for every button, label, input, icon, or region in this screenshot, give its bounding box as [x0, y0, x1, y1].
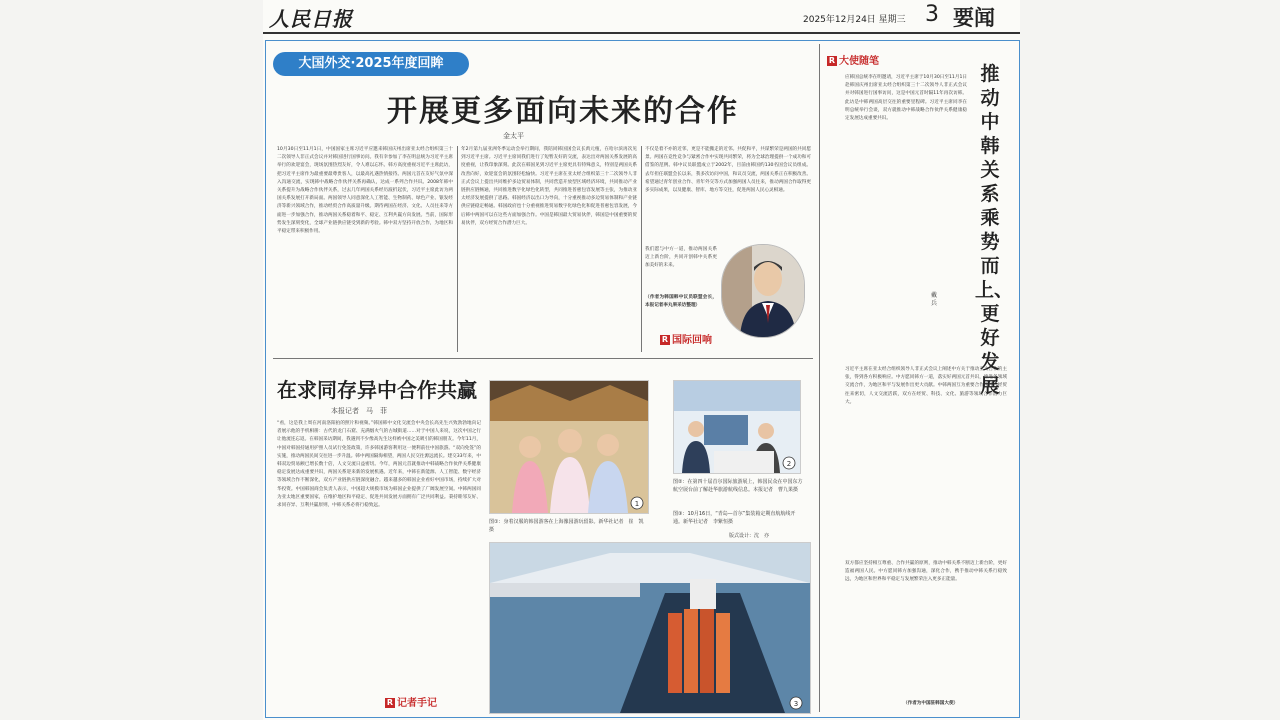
main-byline: 金太平: [503, 132, 524, 140]
issue-date: 2025年12月24日 星期三: [803, 15, 906, 25]
main-headline: 开展更多面向未来的合作: [387, 94, 739, 129]
section-name: 要闻: [953, 6, 995, 30]
main-author-note: （作者为韩国韩中议员联盟会长，本报记者李丸果采访整理）: [645, 295, 717, 309]
main-article-col3b: 我们愿与中方一道，推动两国关系迈上新台阶，共同开创韩中关系更加美好的未来。: [645, 247, 717, 269]
photo-container-ship: [489, 542, 811, 714]
tag-r-icon: R: [661, 335, 669, 344]
caption-fig3: 图③：10月16日，“青岛—首尔”集装箱定期直航航线开通。新华社记者 李紫恒摄: [673, 511, 796, 525]
author-portrait: [721, 244, 805, 338]
section-divider: [273, 358, 813, 359]
main-article-col2: 年2月第九届亚洲冬季运动会举行期间，我陪同韩国国会议长禹元植，在哈尔滨再次见到习近平主席。习近平主席同我们进行了短暂友好的交流，表达出对两国关系发展的高度重视，让我印象深刻。此次在韩国见到习近平主席更具有特殊意义，特别是两国关系改善向好，欢迎宴会的氛围轻松愉快。习近平主席在亚太经合组织第三十二次领导人非正式会议上提出共同维护多边贸易体制，共同营造开放型区域经济环境，共同推动产业链供应链畅通，共同推进数字化绿色化转型，共同推进普惠包容发展等主张，为推动亚太经济发展提供了思路。韩国经济以出口为导向，十分重视推动多边贸易体制和产业链供应链稳定畅通。韩国政府也十分重视推进贸易数字化绿色化和促进普惠包容发展，今后韩中两国可以在这些方面加强合作。中国是韩国最大贸易伙伴，韩国是中国重要的贸易伙伴，双方经贸合作潜力巨大。: [461, 147, 637, 226]
design-credit: 版式设计：沈 亦: [729, 533, 770, 539]
sidebar-body1: 应韩国总统李在明邀请，习近平主席于10月30日至11月1日赴韩国庆州出席亚太经合组织第三十二次领导人非正式会议并对韩国进行国事访问，这是中国元首时隔11年再次访韩。此访是中韩两国高层交往的重要里程碑。习近平主席同李在明总统举行会谈，双方就推动中韩战略合作伙伴关系健康稳定发展达成重要共识。: [845, 75, 967, 122]
sidebar-body2: 习近平主席在亚太经合组织领导人非正式会议上阐述中方关于推动亚太合作的主张，得到各方积极响应。中方愿同韩方一道，落实好两国元首共识，推进各领域交流合作，为地区和平与发展作出更大贡献。中韩两国互为重要合作伙伴，经贸往来密切，人文交流活跃，双方在经贸、科技、文化、旅游等领域合作潜力巨大。: [845, 367, 1007, 405]
svg-text:3: 3: [793, 700, 799, 708]
sidebar-body3: 双方都应坚持相互尊重、合作共赢的原则，推动中韩关系不断迈上新台阶，更好造福两国人民。中方愿同韩方加强沟通，深化合作，携手推动中韩关系行稳致远，为地区和世界和平稳定与发展繁荣注入更多正能量。: [845, 561, 1007, 583]
caption-fig2: 图②：在第四十届首尔国际旅游展上，韩国民众在中国东方航空展台前了解赴华旅游航线信息。本报记者 曹九果摄: [673, 479, 803, 493]
sidebar-author: 戴 兵: [931, 292, 944, 307]
sub-headline: 在求同存异中合作共赢: [277, 378, 477, 402]
tag-guoji-label: 国际回响: [672, 335, 712, 346]
page-number: 3: [925, 2, 939, 27]
photo2-illustration: [674, 381, 800, 473]
column-divider: [641, 146, 642, 352]
main-article-col3: 不仅是着不亦的近邻，更是不能搬走的近邻。共促和平，共谋繁荣是两国的共同愿景。两国在竞性竞争与紧密合作中实现共同繁荣，将为全球治理提供一个成功和可借鉴的范例。韩中议员联盟成立于2002年，目前由韩国约130名国会议员组成。去年担任联盟会长以来，我多次访问中国，和议员交流，两国关系正在积极改善。希望通过青年创业合作、青年外交等方式加强两国人员往来，推动两国合作取得更多实际成果，以及健康、智库、地方等交往，促进两国人民心灵相通。: [645, 147, 811, 194]
column-divider: [457, 146, 458, 352]
tag-jizhe: [385, 694, 437, 709]
photo-travel-expo: [673, 380, 801, 474]
tag-guoji: [660, 331, 712, 346]
sub-byline: 本报记者 马 菲: [331, 407, 387, 415]
photo-hanfu-visitors: [489, 380, 649, 514]
svg-text:2: 2: [786, 460, 792, 468]
svg-text:1: 1: [634, 500, 640, 508]
newspaper-page: [263, 0, 1020, 720]
sidebar-divider: [819, 44, 820, 712]
photo1-illustration: [490, 381, 648, 513]
main-article-col1: 10月30日至11月1日，中国国家主席习近平应邀来韩国庆州出席亚太经合组织第三十二次领导人非正式会议并对韩国进行国事访问。我有幸参加了李在明总统为习近平主席举行的欢迎宴会，现场氛围热烈友好，令人难以忘怀。韩方高度重视习近平主席此访，把习近平主席作为最重要最尊贵客人，以最高礼遇热情接待。两国元首在友好气氛中深入沟通交流，实现韩中战略合作伙伴关系再确认，达成一系列合作共识。2008年韩中关系提升为战略合作伙伴关系，过去几年两国关系经历波折起伏，习近平主席此访为两国关系发展打开新局面。两国领导人同意深化人工智能、生物制药、绿色产业、银发经济等新兴领域合作，推动经贸合作高质量升级。期待两国在经济、文化、人员往来等方面进一步加强合作，推动两国关系稳着和平、稳定、互利共赢方向发展。当前，国际形势发生深刻变化，全球产业链供应链受到新的考验。韩中双方坚持开放合作，为地区和平稳定带来积极作用。: [277, 147, 453, 235]
tag-r-icon: R: [828, 56, 836, 65]
tag-dashi-label: 大使随笔: [839, 56, 879, 67]
sidebar-author-note: （作者为中国驻韩国大使）: [903, 701, 959, 706]
newspaper-logo: 人民日报: [269, 7, 353, 31]
caption-fig1: 图①：身着汉服的韩国游客在上海豫园游玩留影。新华社记者 崔 凯摄: [489, 519, 644, 533]
tag-dashi: [827, 52, 879, 67]
photo3-illustration: [490, 543, 810, 713]
masthead: [263, 0, 1020, 34]
tag-jizhe-label: 记者手记: [397, 698, 437, 709]
portrait-illustration: [722, 245, 804, 337]
sidebar-headline: 推动中韩关系乘势而上、更好发展: [975, 63, 1014, 397]
tag-r-icon: R: [386, 698, 394, 707]
series-banner: 大国外交·2025年度回眸: [273, 52, 469, 76]
sub-article-body: “看，这是我上周在河南洛阳拍的照片和视频。”韩国韩中文化交流会中央会长高先生兴致勃勃地向记者展示他的手机相册：古代的龙门石窟、充满烟火气的古城街道……对于中国人来说，这次中国之行让他流连忘返。在韩国采访期间，我遇到不少像高先生这样被中国之美吸引的韩国朋友。今年11月，中国对韩国持通用护照人员试行免签政策，许多韩国游客利用这一便利前往中国旅游。“双向免签”的实施，推动两国民间交往进一步升温。韩中两国隔海相望，两国人民交往源远流长。建交33年来，中韩双边贸易额已增长数十倍，人文交流日益密切。今年，两国元首就推动中韩战略合作伙伴关系健康稳定发展达成重要共识，两国关系迎来新的发展机遇。近年来，中韩在新能源、人工智能、数字经济等领域合作不断深化，双方产业链供应链深度融合。越来越多的韩国企业看好中国市场，持续扩大对华投资。中国韩国商会负责人表示，中国超大规模市场为韩国企业提供了广阔发展空间。中韩两国同为亚太地区重要国家，在维护地区和平稳定、促进共同发展方面拥有广泛共同利益。秉持睦邻友好、求同存异、互利共赢原则，中韩关系必将行稳致远。: [277, 421, 481, 509]
